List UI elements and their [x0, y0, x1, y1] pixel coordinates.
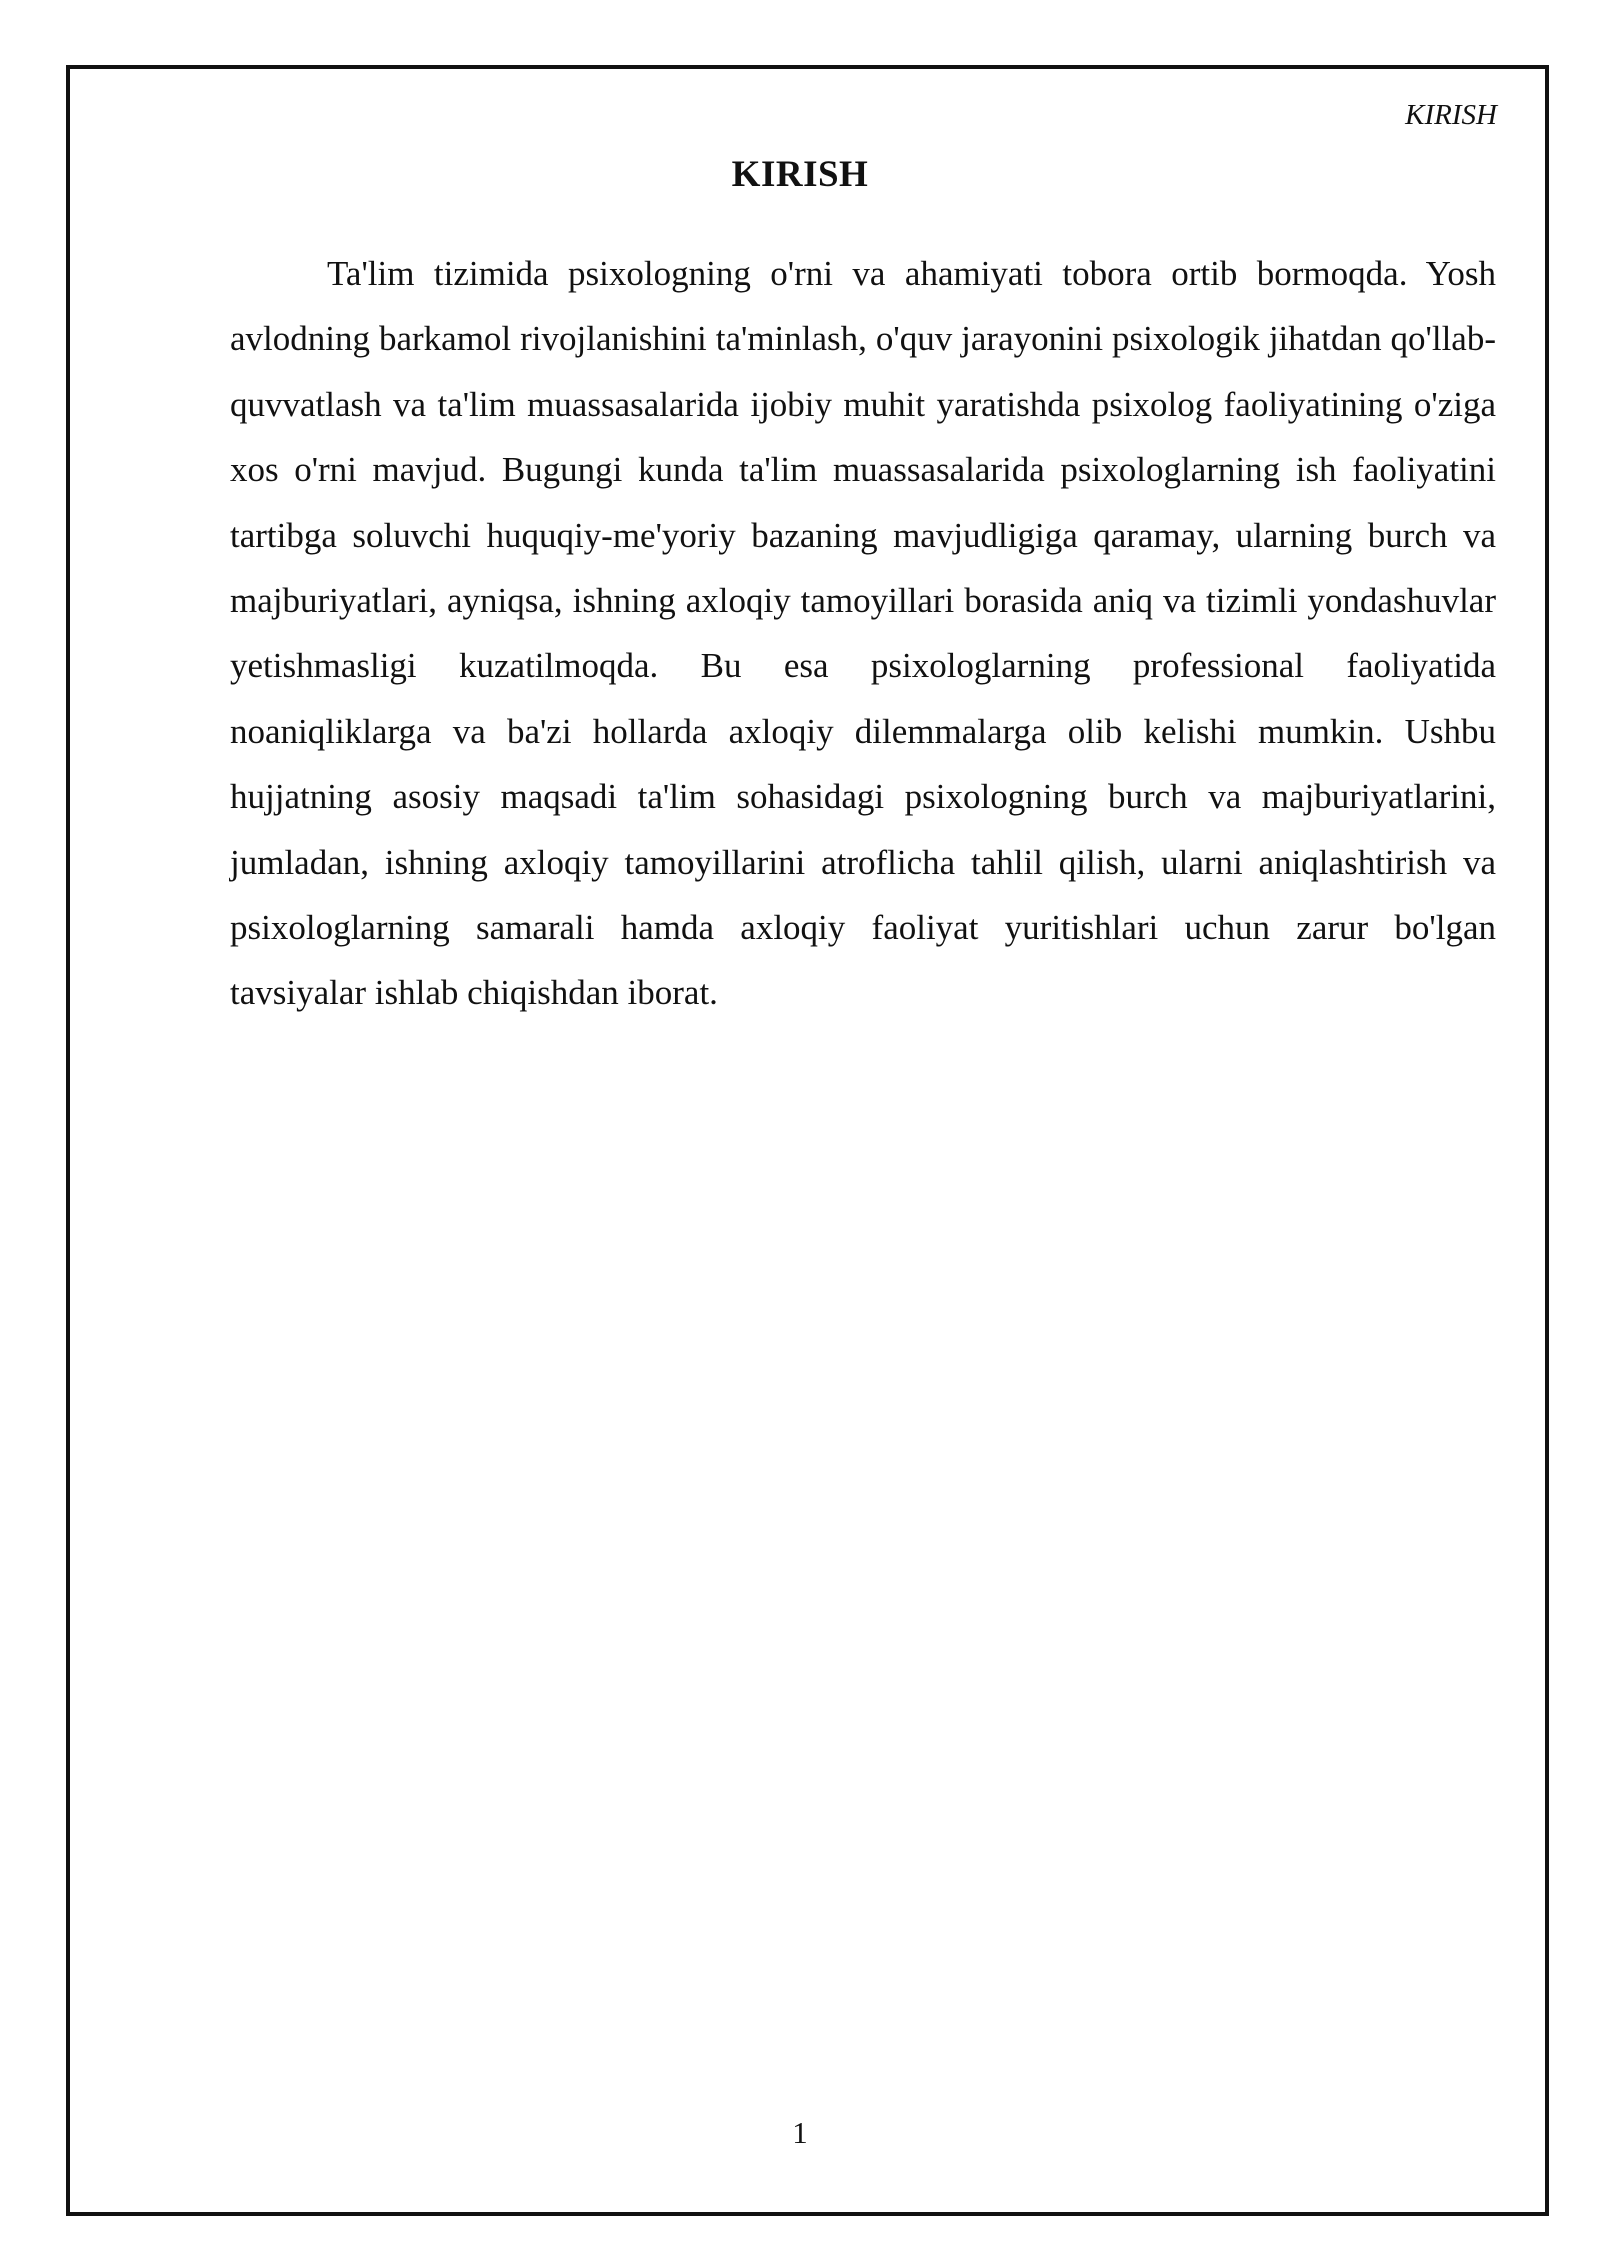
page-number: 1 — [792, 2115, 808, 2150]
body-paragraph: Ta'lim tizimida psixologning o'rni va ahamiyati tobora ortib bormoqda. Yosh avlodning barkamol rivojlanishini ta'minlash, o'quv jarayonini psixologik jihatdan qo'llab-quvvatlash va ta'lim muassasalarida ijobiy muhit yaratishda psixolog faoliyatining o'ziga xos o'rni mavjud. Bugungi kunda ta'lim muassasalarida psixologlarning ish faoliyatini tartibga soluvchi huquqiy-me'yoriy bazaning mavjudligiga qaramay, ularning burch va majburiyatlari, ayniqsa, ishning axloqiy tamoyillari borasida aniq va tizimli yondashuvlar yetishmasligi kuzatilmoqda. Bu esa psixologlarning professional faoliyatida noaniqliklarga va ba'zi hollarda axloqiy dilemmalarga olib kelishi mumkin. Ushbu hujjatning asosiy maqsadi ta'lim sohasidagi psixologning burch va majburiyatlarini, jumladan, ishning axloqiy tamoyillarini atroflicha tahlil qilish, ularni aniqlashtirish va psixologlarning samarali hamda axloqiy faoliyat yuritishlari uchun zarur bo'lgan tavsiyalar ishlab chiqishdan iborat. — [230, 254, 1496, 1013]
running-header: KIRISH — [1405, 99, 1497, 131]
page-title: KIRISH — [731, 154, 869, 195]
